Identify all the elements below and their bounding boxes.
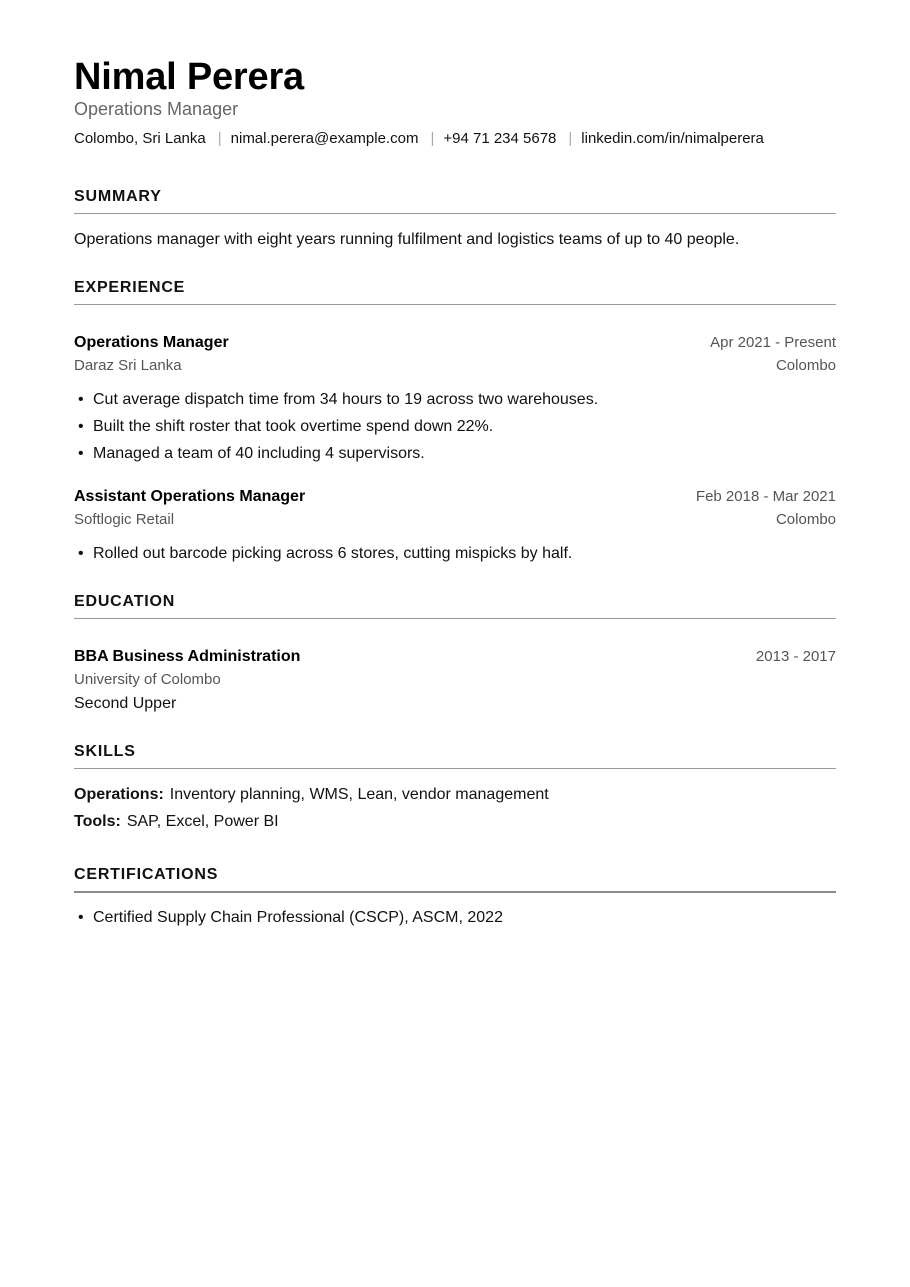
job-bullet [78, 445, 425, 463]
bullet-glyph: • [78, 418, 84, 435]
education-degree: BBA Business Administration [74, 648, 301, 665]
job-header [74, 334, 836, 352]
contact-separator: | [568, 130, 573, 147]
skills-divider [74, 768, 836, 769]
job-dates: Apr 2021 - Present [710, 334, 836, 351]
job-location: Colombo [775, 357, 836, 374]
contact-separator: | [217, 130, 222, 147]
job-bullet [78, 545, 572, 563]
certification-item [78, 909, 503, 927]
skill-row [74, 813, 279, 831]
skill-row [74, 786, 549, 804]
job-dates: Feb 2018 - Mar 2021 [695, 488, 836, 505]
bullet-text: Rolled out barcode picking across 6 stores, cutting mispicks by half. [93, 545, 573, 562]
bullet-text: Built the shift roster that took overtime spend down 22%. [93, 418, 494, 435]
education-school: University of Colombo [74, 671, 221, 688]
job-title: Assistant Operations Manager [74, 488, 306, 505]
contact-phone: +94 71 234 5678 [443, 130, 557, 147]
bullet-text: Cut average dispatch time from 34 hours to 19 across two warehouses. [93, 391, 599, 408]
job-bullet [78, 391, 598, 409]
job-header [74, 488, 836, 506]
skill-value: Inventory planning, WMS, Lean, vendor management [169, 786, 549, 803]
job-subheader [74, 511, 836, 528]
summary-text: Operations manager with eight years running fulfilment and logistics teams of up to 40 people. [74, 231, 740, 248]
bullet-glyph: • [78, 909, 84, 926]
job-company: Daraz Sri Lanka [74, 357, 182, 374]
bullet-glyph: • [78, 545, 84, 562]
certifications-heading: CERTIFICATIONS [74, 866, 219, 883]
bullet-glyph: • [78, 391, 84, 408]
candidate-name: Nimal Perera [74, 56, 304, 98]
contact-separator: | [430, 130, 435, 147]
certification-text: Certified Supply Chain Professional (CSCP), ASCM, 2022 [93, 909, 503, 926]
summary-divider [74, 213, 836, 214]
bullet-text: Managed a team of 40 including 4 supervisors. [93, 445, 425, 462]
candidate-role: Operations Manager [74, 99, 239, 119]
experience-heading: EXPERIENCE [74, 279, 186, 296]
education-header [74, 648, 836, 666]
certifications-divider [74, 891, 836, 893]
job-subheader [74, 357, 836, 374]
education-heading: EDUCATION [74, 593, 176, 610]
education-dates: 2013 - 2017 [755, 648, 836, 665]
job-title: Operations Manager [74, 334, 229, 351]
contact-email[interactable]: nimal.perera@example.com [230, 130, 419, 147]
skill-value: SAP, Excel, Power BI [126, 813, 279, 830]
experience-divider [74, 304, 836, 305]
contact-location: Colombo, Sri Lanka [74, 130, 206, 147]
bullet-glyph: • [78, 445, 84, 462]
skill-label: Operations: [74, 786, 164, 803]
job-bullet [78, 418, 493, 436]
job-company: Softlogic Retail [74, 511, 175, 528]
summary-heading: SUMMARY [74, 188, 162, 205]
job-location: Colombo [775, 511, 836, 528]
education-grade: Second Upper [74, 695, 177, 712]
contact-linkedin[interactable]: linkedin.com/in/nimalperera [581, 130, 764, 147]
contact-line [74, 130, 764, 147]
skills-heading: SKILLS [74, 743, 136, 760]
skill-label: Tools: [74, 813, 121, 830]
education-divider [74, 618, 836, 619]
